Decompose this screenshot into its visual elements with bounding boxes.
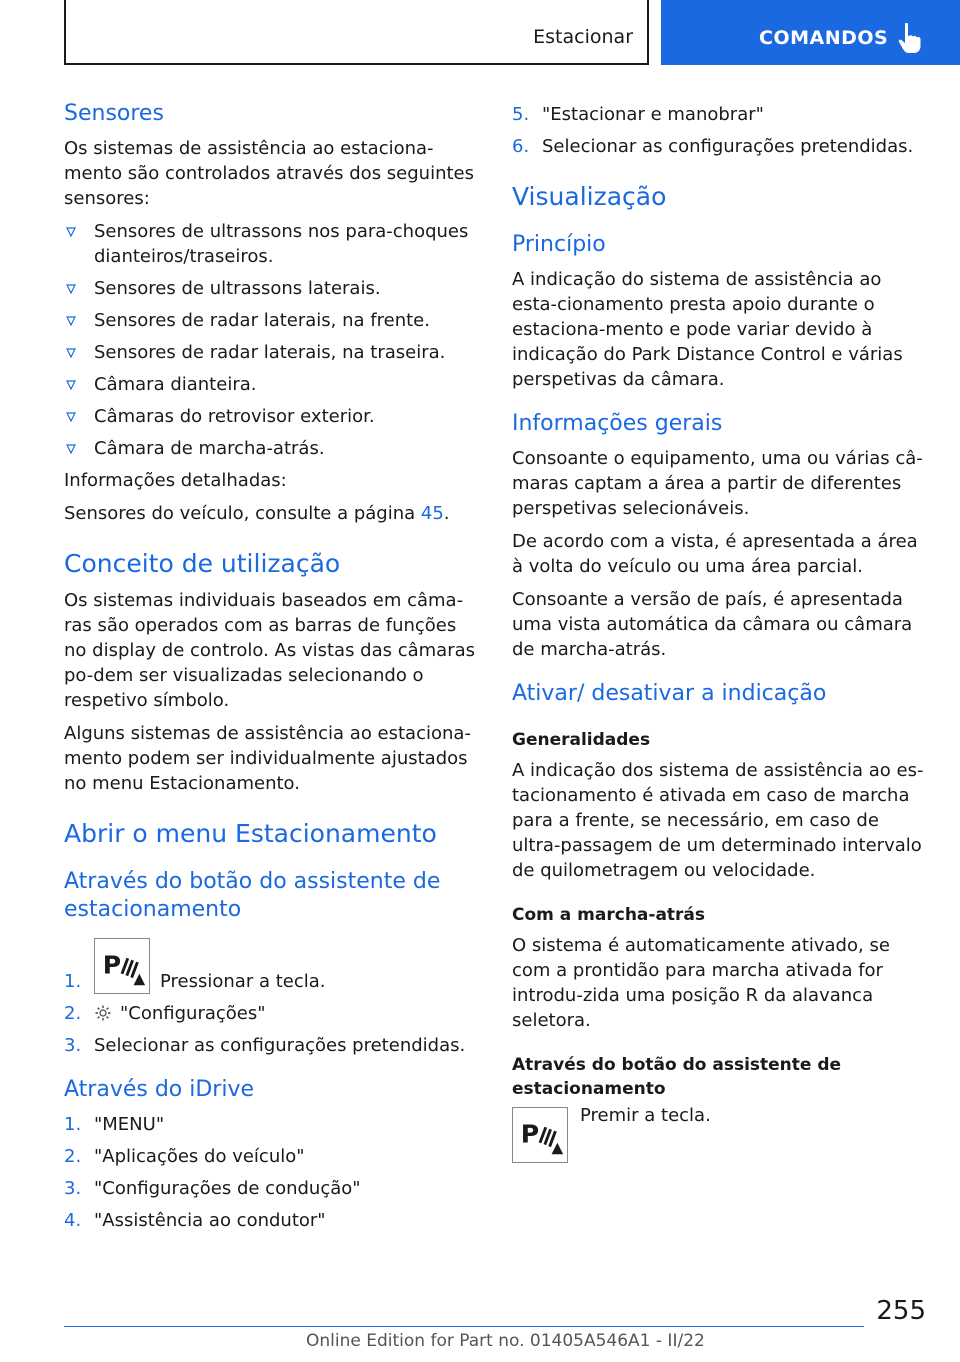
list-item: Câmara de marcha-atrás.: [64, 436, 484, 461]
svg-text:P: P: [102, 950, 122, 980]
bullet-triangle-icon: [66, 348, 76, 358]
list-item: Câmara dianteira.: [64, 372, 484, 397]
heading-sensores: Sensores: [64, 101, 164, 126]
marcha-atras-text: O sistema é automaticamente ativado, se com a prontidão para marcha ativada for introdu-zida uma posição R da alavanca seletora.: [512, 935, 890, 1031]
heading-botao-assistente: Através do botão do assistente de estacionamento: [512, 1055, 842, 1099]
generalidades-text: A indicação dos sistema de assistência ao es-tacionamento é ativada em caso de marcha para a frente, se necessário, em caso de ultra-passagem de um determinado intervalo de quilometragem ou velocidade.: [512, 760, 924, 881]
heading-informacoes-gerais: Informações gerais: [512, 411, 723, 436]
press-key-text: Premir a tecla.: [580, 1105, 711, 1126]
sensores-intro: Os sistemas de assistência ao estaciona-mento são controlados através dos seguintes sensores:: [64, 138, 475, 209]
heading-visualizacao: Visualização: [512, 182, 667, 211]
list-item: 6. Selecionar as configurações pretendidas.: [512, 136, 914, 157]
info-p2: De acordo com a vista, é apresentada a área à volta do veículo ou uma área parcial.: [512, 531, 918, 577]
pointing-hand-icon: [897, 22, 923, 54]
info-p1: Consoante o equipamento, uma ou várias câ-maras captam a área a partir de diferentes perspetivas selecionáveis.: [512, 448, 923, 519]
page-number: 255: [876, 1296, 926, 1326]
heading-via-idrive: Através do iDrive: [64, 1077, 255, 1102]
list-item: Câmaras do retrovisor exterior.: [64, 404, 484, 429]
header-chapter-tab: [661, 0, 960, 65]
left-column: [64, 96, 484, 1240]
footer-divider: [64, 1326, 864, 1327]
steps-idrive-continued: [512, 102, 932, 159]
info-reference: Sensores do veículo, consulte a página 45.: [64, 503, 450, 524]
list-item: Sensores de radar laterais, na frente.: [64, 308, 484, 333]
park-assist-button-icon: [94, 938, 150, 994]
bullet-triangle-icon: [66, 444, 76, 454]
list-item: Sensores de radar laterais, na traseira.: [64, 340, 484, 365]
header-section-title: Estacionar: [533, 26, 633, 48]
bullet-triangle-icon: [66, 316, 76, 326]
header-chapter-title: COMANDOS: [759, 27, 889, 49]
principio-text: A indicação do sistema de assistência ao esta-cionamento presta apoio durante o estaciona-mento e pode variar devido à indicação do Park Distance Control e várias perspetivas da câmara.: [512, 269, 903, 390]
heading-principio: Princípio: [512, 232, 606, 257]
heading-conceito: Conceito de utilização: [64, 549, 341, 578]
gear-icon: [94, 1004, 112, 1022]
list-item: 4. "Assistência ao condutor": [64, 1210, 326, 1231]
list-item: 3. "Configurações de condução": [64, 1178, 361, 1199]
footer-edition: Online Edition for Part no. 01405A546A1 - II/22: [306, 1331, 705, 1351]
page-link[interactable]: 45: [420, 503, 444, 524]
park-assist-button-icon: [512, 1107, 568, 1163]
heading-abrir-menu: Abrir o menu Estacionamento: [64, 819, 437, 848]
list-item: 1. P Pressionar a tecla.: [64, 938, 484, 994]
press-key-row: [512, 1107, 932, 1163]
heading-generalidades: Generalidades: [512, 730, 651, 750]
sensor-list: [64, 219, 484, 461]
heading-ativar-desativar: Ativar/ desativar a indicação: [512, 681, 827, 706]
list-item: 1. "MENU": [64, 1114, 165, 1135]
list-item: 5. "Estacionar e manobrar": [512, 104, 764, 125]
bullet-triangle-icon: [66, 284, 76, 294]
list-item: 2. "Aplicações do veículo": [64, 1146, 305, 1167]
bullet-triangle-icon: [66, 412, 76, 422]
heading-via-button: Através do botão do assistente de estacionamento: [64, 869, 441, 922]
steps-button: [64, 938, 484, 1058]
heading-marcha-atras: Com a marcha-atrás: [512, 905, 706, 925]
info-p3: Consoante a versão de país, é apresentada uma vista automática da câmara ou câmara de marcha-atrás.: [512, 589, 913, 660]
conceito-p1: Os sistemas individuais baseados em câma-ras são operados com as barras de funções no display de controlo. As vistas das câmaras po-dem ser visualizadas selecionando o respetivo símbolo.: [64, 590, 476, 711]
list-item: Sensores de ultrassons nos para-choques dianteiros/traseiros.: [64, 219, 484, 269]
right-column: [512, 96, 932, 1163]
info-label: Informações detalhadas:: [64, 470, 287, 491]
list-item: 2. "Configurações": [64, 1003, 266, 1024]
bullet-triangle-icon: [66, 380, 76, 390]
list-item: 3. Selecionar as configurações pretendidas.: [64, 1035, 466, 1056]
conceito-p2: Alguns sistemas de assistência ao estaciona-mento podem ser individualmente ajustados no menu Estacionamento.: [64, 723, 471, 794]
bullet-triangle-icon: [66, 227, 76, 237]
header-section-box: [64, 0, 649, 65]
steps-idrive: [64, 1112, 484, 1233]
list-item: Sensores de ultrassons laterais.: [64, 276, 484, 301]
svg-text:P: P: [520, 1119, 540, 1149]
